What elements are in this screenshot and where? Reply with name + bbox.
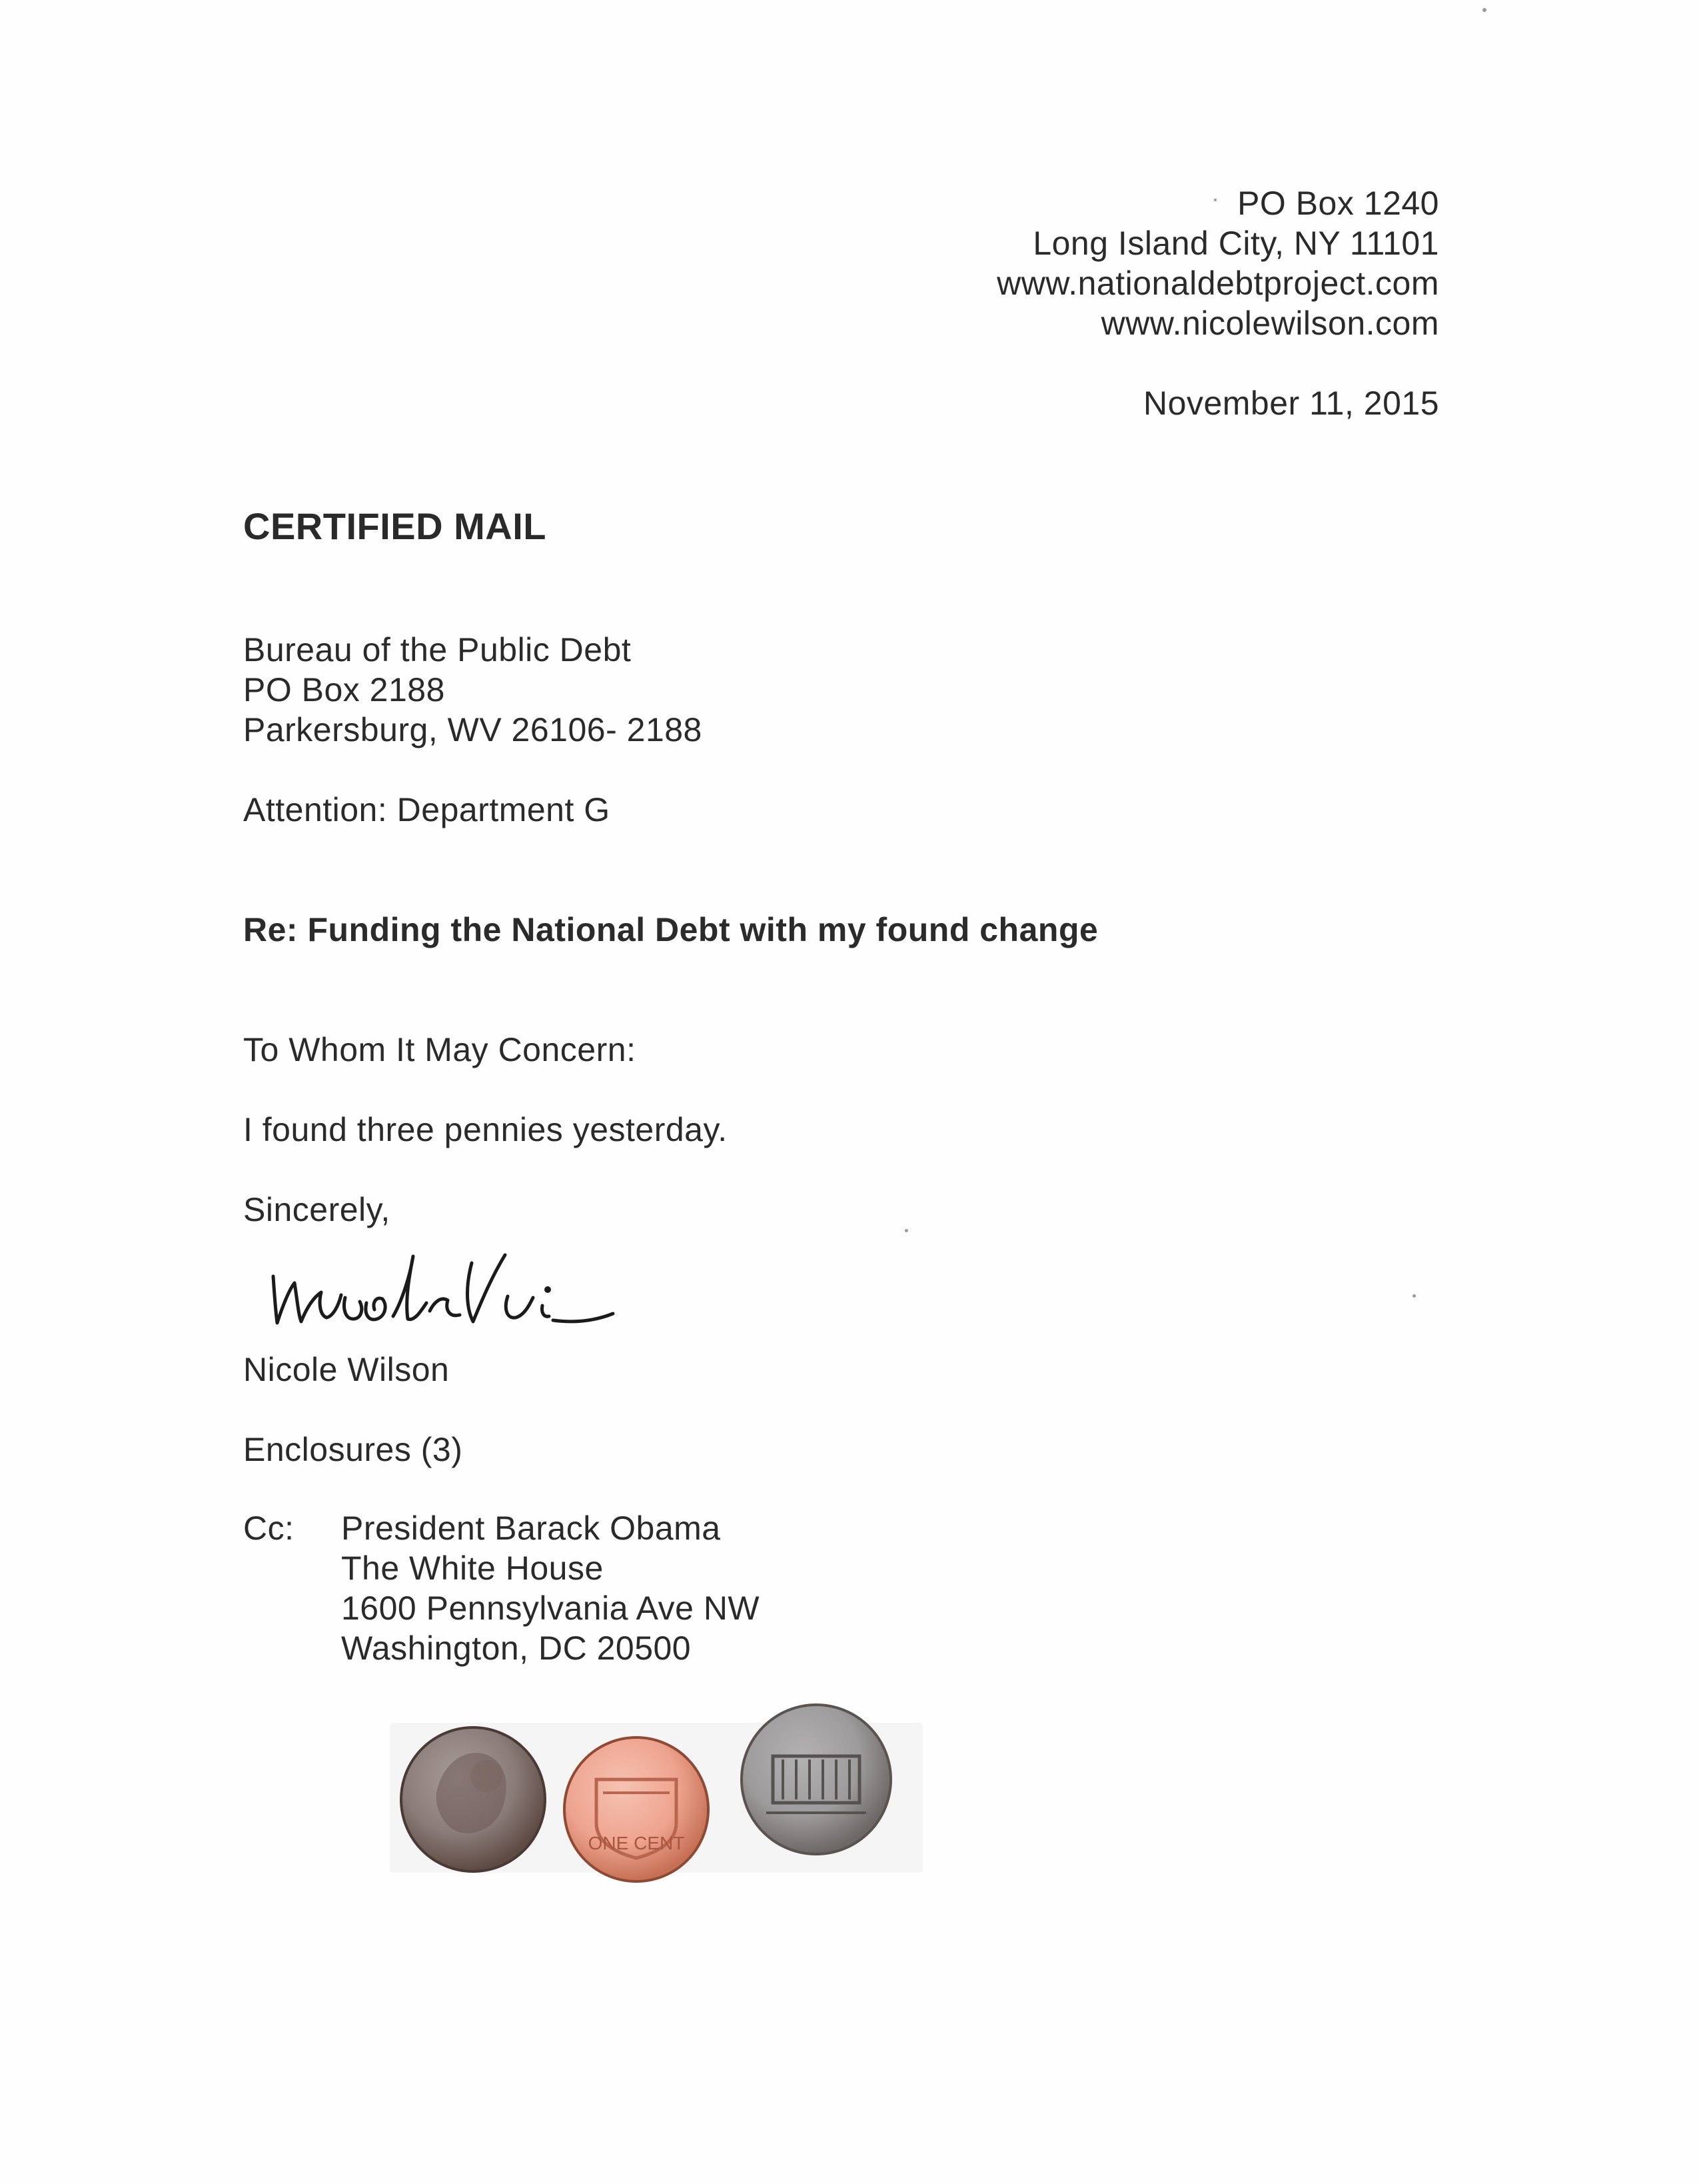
cc-label: Cc: — [243, 1510, 294, 1547]
scan-speck — [1214, 199, 1217, 201]
coins-icon — [390, 1693, 936, 1899]
salutation: To Whom It May Concern: — [243, 1031, 636, 1068]
certified-mail-heading: CERTIFIED MAIL — [243, 505, 546, 547]
letter-date: November 11, 2015 — [1143, 385, 1439, 422]
recipient-city-line: Parkersburg, WV 26106- 2188 — [243, 711, 702, 748]
cc-line: President Barack Obama — [341, 1510, 721, 1547]
scan-speck — [1482, 8, 1486, 12]
recipient-po-box: PO Box 2188 — [243, 671, 445, 708]
signature-icon — [260, 1236, 620, 1343]
cc-line: 1600 Pennsylvania Ave NW — [341, 1590, 760, 1627]
cc-line: The White House — [341, 1550, 604, 1587]
enclosures-line: Enclosures (3) — [243, 1431, 463, 1468]
signer-name: Nicole Wilson — [243, 1351, 450, 1388]
closing: Sincerely, — [243, 1191, 390, 1228]
coin-stamp: ONE CENT — [588, 1833, 685, 1853]
cc-line: Washington, DC 20500 — [341, 1630, 692, 1667]
sender-website-2: www.nicolewilson.com — [1101, 305, 1439, 342]
recipient-name: Bureau of the Public Debt — [243, 631, 632, 668]
attention-line: Attention: Department G — [243, 791, 610, 828]
scan-speck — [1413, 1294, 1416, 1298]
subject-line: Re: Funding the National Debt with my found change — [243, 911, 1099, 948]
sender-po-box: PO Box 1240 — [1237, 185, 1439, 222]
sender-city-line: Long Island City, NY 11101 — [1033, 225, 1439, 262]
scan-speck — [905, 1229, 908, 1232]
body-text: I found three pennies yesterday. — [243, 1111, 728, 1148]
sender-website-1: www.nationaldebtproject.com — [997, 265, 1439, 302]
